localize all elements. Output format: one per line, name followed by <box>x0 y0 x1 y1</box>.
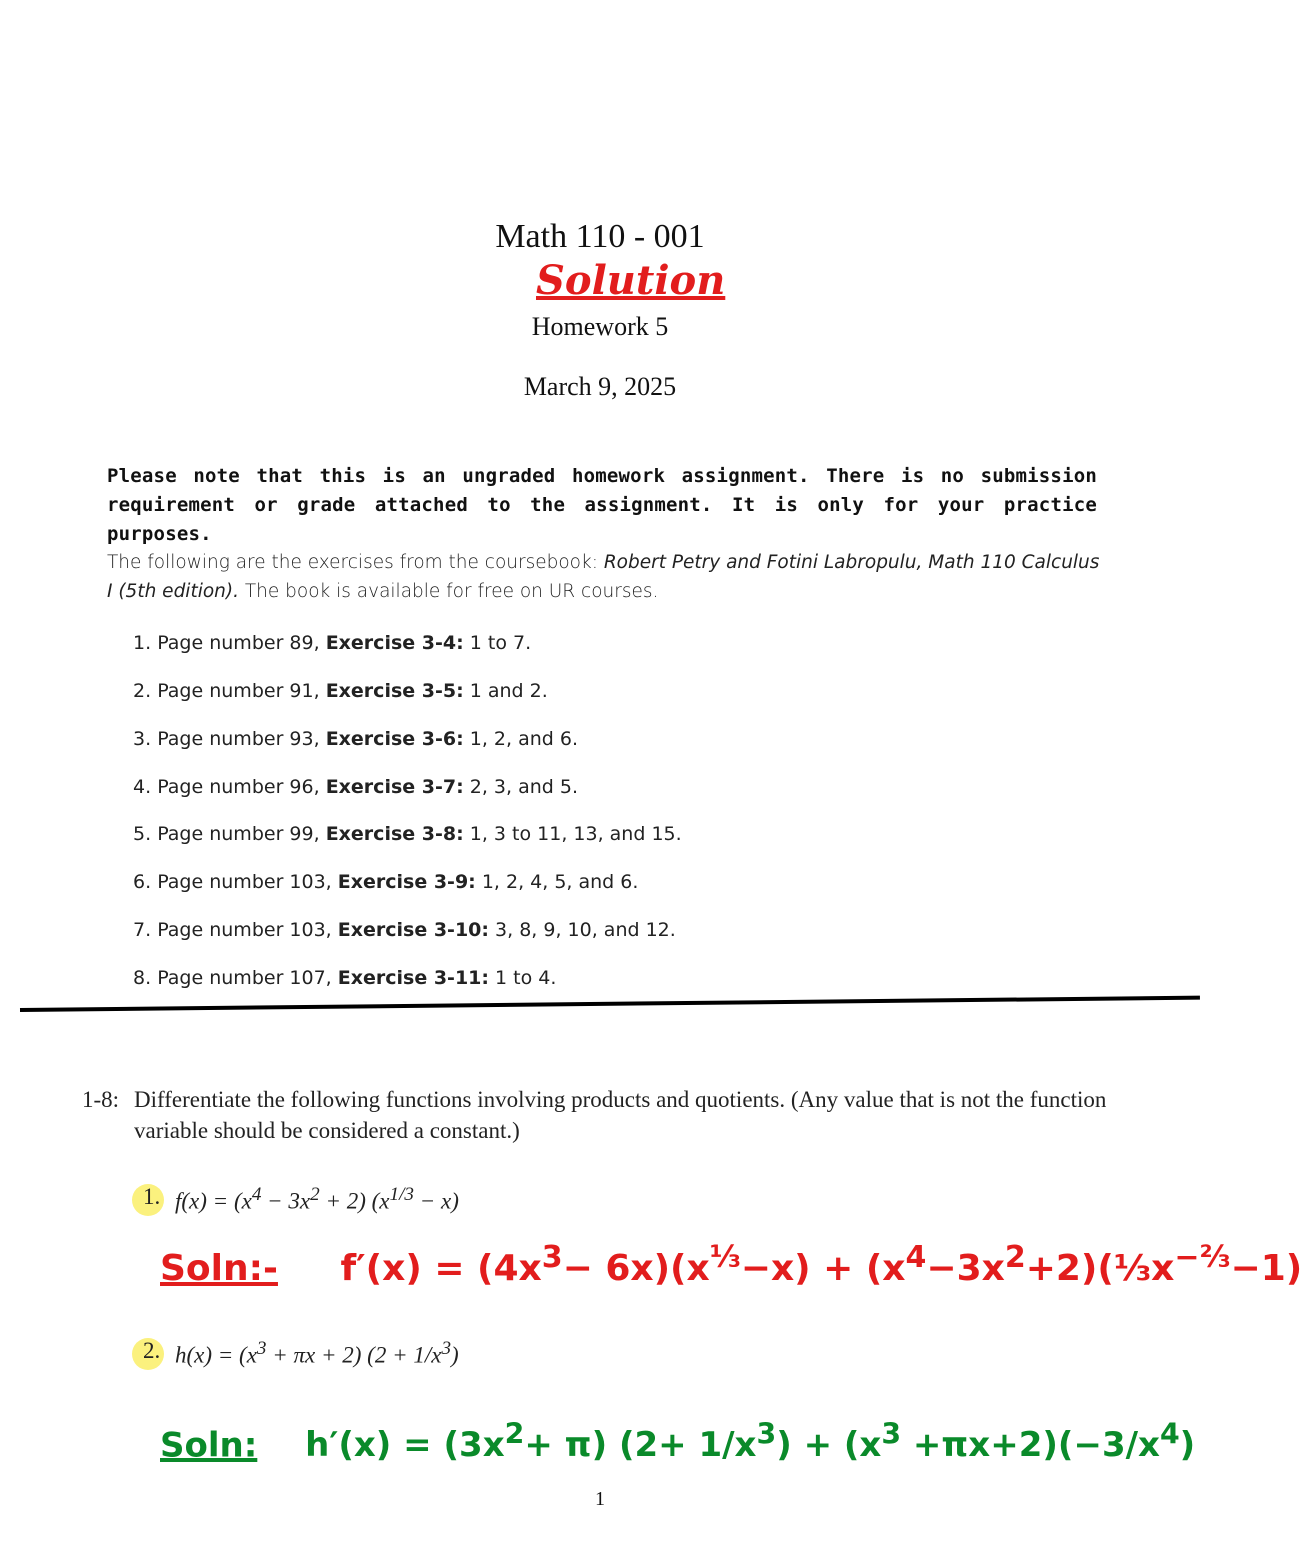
problem-1-solution: Soln:- $f'(x) = (4x^3- 6x)(x^{\frac{1}{3}}-x)$ + $(x^4-3x^2+2)(\frac{1}{3}x^{-\frac{2}{3}}-1)$ <box>160 1240 1302 1289</box>
intro-lead: The following are the exercises from the coursebook: <box>107 552 604 573</box>
problem-1-formula: $f(x) = (x^4 - 3x^2 + 2) (x^{1/3} - x)$ <box>175 1184 459 1214</box>
list-item: 2. Page number 91, Exercise 3-5: 1 and 2. <box>133 680 548 702</box>
list-item: 8. Page number 107, Exercise 3-11: 1 to 4. <box>133 967 557 989</box>
soln-label: Soln: <box>160 1425 258 1466</box>
document-date: March 9, 2025 <box>523 372 677 401</box>
document-title: Math 110 - 001 <box>495 218 705 255</box>
problem-text: Differentiate the following functions involving products and quotients. (Any value that is not the function variable should be considered a constant.) <box>134 1087 1107 1143</box>
list-item: 3. Page number 93, Exercise 3-6: 1, 2, and 6. <box>133 728 578 750</box>
list-item: 6. Page number 103, Exercise 3-9: 1, 2, 4, 5, and 6. <box>133 871 639 893</box>
page-number: 1 <box>595 1488 605 1510</box>
intro-tail: The book is available for free on UR courses. <box>238 581 659 602</box>
homework-subtitle: Homework 5 <box>531 312 669 341</box>
problem-range: 1-8: <box>82 1087 120 1112</box>
list-item: 4. Page number 96, Exercise 3-7: 2, 3, and 5. <box>133 776 578 798</box>
list-item: 7. Page number 103, Exercise 3-10: 3, 8, 9, 10, and 12. <box>133 919 676 941</box>
coursebook-intro <box>107 548 1102 606</box>
problem-2-formula: $h(x) = (x^3 + \pi x + 2) (2 + 1/x^3)$ <box>175 1338 459 1368</box>
list-item: 5. Page number 99, Exercise 3-8: 1, 3 to 11, 13, and 15. <box>133 823 682 845</box>
soln-label: Soln:- <box>160 1248 278 1289</box>
solution-handwritten-mark: Solution <box>536 257 726 304</box>
problem-1-number: 1. <box>143 1184 161 1209</box>
problem-2-number: 2. <box>143 1338 161 1363</box>
coursebook-reference: Robert Petry and Fotini Labropulu, Math 110 Calculus I (5th edition). <box>107 552 1100 602</box>
ungraded-note: Please note that this is an ungraded homework assignment. There is no submission requirement or grade attached to the assignment. It is only for your practice purposes. <box>107 465 1097 545</box>
problem-2-solution: Soln: $h'(x) = (3x^2+ \pi)$ $(2+ 1/x^3) + (x^3 +\pi x+2)(-3/x^4)$ <box>160 1418 1196 1466</box>
section-divider <box>20 996 1200 1012</box>
list-item: 1. Page number 89, Exercise 3-4: 1 to 7. <box>133 632 532 654</box>
